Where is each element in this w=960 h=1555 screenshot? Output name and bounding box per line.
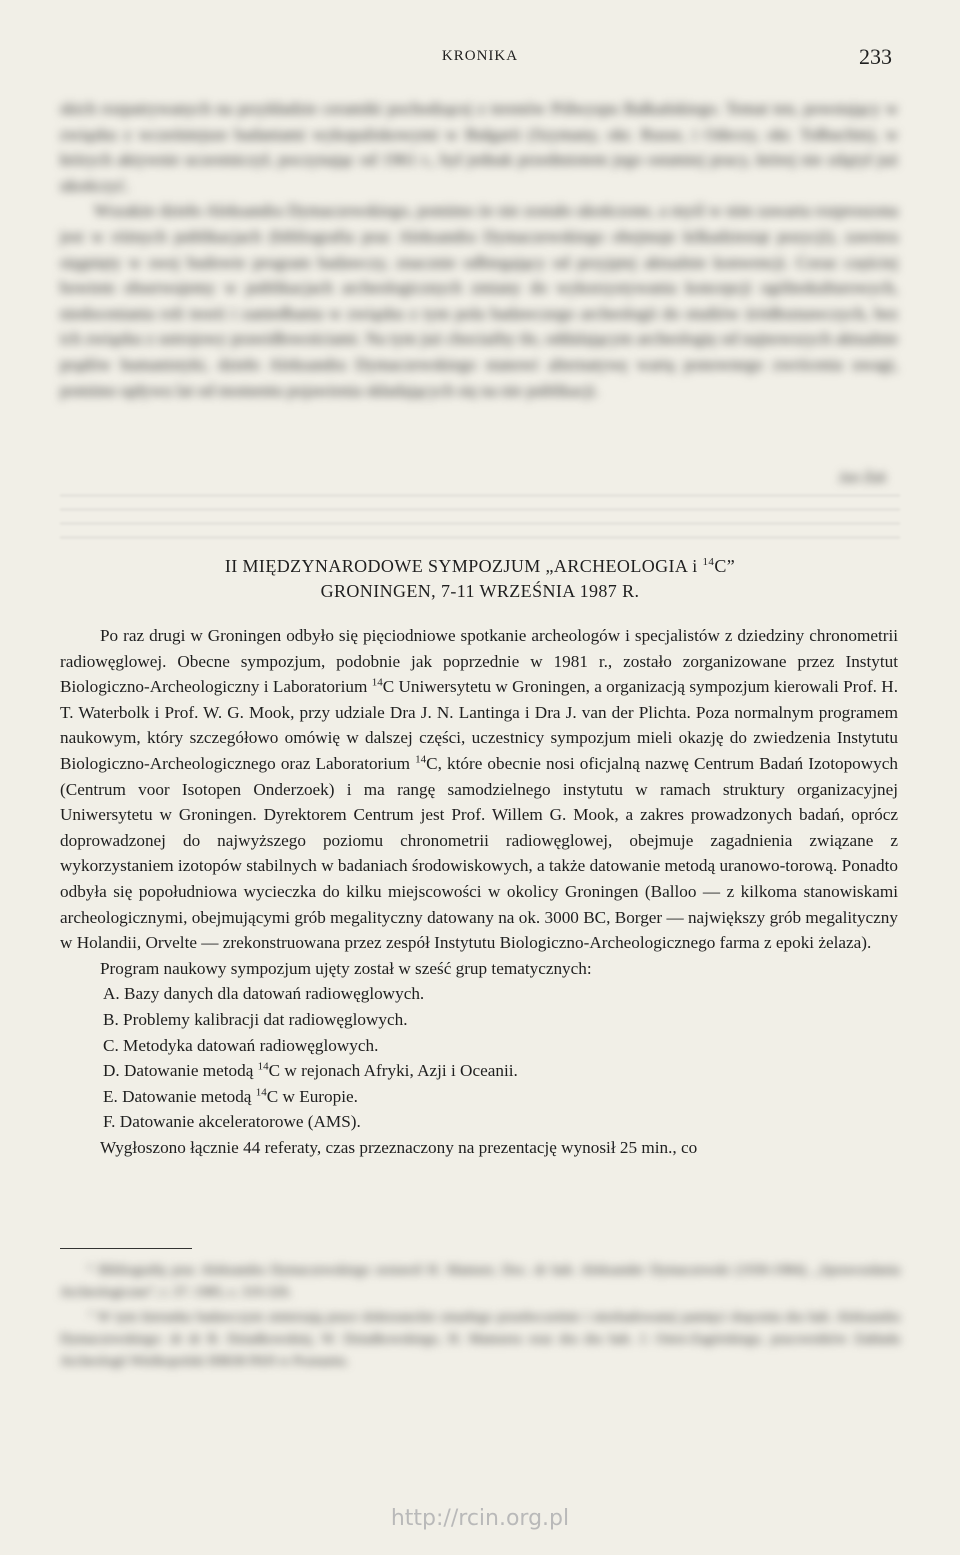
bleed-through-lines xyxy=(60,482,900,542)
list-item: F. Datowanie akceleratorowe (AMS). xyxy=(103,1112,361,1132)
blurred-previous-article xyxy=(60,96,898,403)
heading-line-2: GRONINGEN, 7-11 WRZEŚNIA 1987 R. xyxy=(320,581,640,601)
topic-list xyxy=(60,981,898,1135)
footnote: ⁷ W tym kierunku badawczym zmierzają prace doktoranckie zmarłego przedwcześnie i niezbadowanej pamięci doęcenta dra hab. Aleksandra Dymaczewskiego: dr dr B. Dziadkowskiej, W. Dziadkowskiego, H. Mamzera oraz dra dra hab. J. Ostoi-Zagórskiego, pracowników Zakładu Archeologii Wielkopolski IHKM PAN w Poznaniu. xyxy=(60,1310,900,1369)
blurred-paragraph: skich rozpatrywanych na przykładzie ceramiki pochodzącej z terenów Półwyspu Bałkańskiego. Temat ten, powstający w związku z wcześniejsze badaniami wykopaliskowymi w Bułgarii (Szymany, okr. Russe, i Odecey, okr. Tołbuchin), w których aktywnie uczestniczył, poczynając od 1961 r., był jednak przedmiotem jego ostatniej pracy, której nie zdążył już ukończyć. xyxy=(60,99,898,195)
list-item: A. Bazy danych dla datowań radiowęglowych. xyxy=(103,984,425,1004)
heading-line-1: II MIĘDZYNARODOWE SYMPOZJUM „ARCHEOLOGIA i $^{14}$C” xyxy=(224,556,736,576)
running-title: KRONIKA xyxy=(441,48,519,64)
paragraph-program: Program naukowy sympozjum ujęty został w sześć grup tematycznych: xyxy=(100,958,592,978)
source-watermark: http://rcin.org.pl xyxy=(390,1506,570,1531)
footnote-divider xyxy=(60,1248,192,1249)
article-body xyxy=(60,623,898,1160)
blurred-signature: Jan Żak xyxy=(838,470,886,486)
article-heading xyxy=(60,550,900,604)
list-item: D. Datowanie metodą $^{14}$C w rejonach Afryki, Azji i Oceanii. xyxy=(103,1060,518,1081)
paragraph-summary: Wygłoszono łącznie 44 referaty, czas przeznaczony na prezentację wynosił 25 min., co xyxy=(100,1137,698,1157)
footnotes xyxy=(60,1260,900,1376)
running-head xyxy=(60,44,900,74)
footnote: ⁶ Bibliografię prac Aleksandra Dymaczewskiego zestawił H. Mamzer, Doc. dr hab. Aleksander Dymaczewski (1930-1984), „Sprawozdania Archeologiczne”, t. 37: 1985, s. 319-326. xyxy=(60,1263,900,1300)
list-item: C. Metodyka datowań radiowęglowych. xyxy=(103,1035,379,1055)
blurred-paragraph: Wszakże dzieło Aleksandra Dymaczewskiego, pomimo że nie zostało ukończone, a myśl w nim zawarta rozproszona jest w różnych publikacjach (bibliografia prac Aleksandra Dymaczewskiego obejmuje kilkadziesiąt pozycji), zawiera sięgnięty w swej budowie program badawczy, znacznie odbiegający od przyjętej aktualnie konwencji. Coraz częściej bowiem obserwujemy w publikacjach archeologicznych zmiany do wykorzystywania koncepcji ogólnokulturowych, niedoceniania roli teorii i zaniedbania w związku z tym pola badawczego archeologii do studiów źródłoznawczych, bez ich związku z ustrojowy prawidłowościami. Na tym już chociażby tle, oddalającym archeologię od najnowszych aktualnie prądów humanistyki, dzieło Aleksandra Dymaczewskiego stanowi alternatywę wartą ponownego zwrócenia uwagi, pomimo upływu lat od momentu pojawienia składających się na nie publikacji. xyxy=(60,201,898,400)
list-item: B. Problemy kalibracji dat radiowęglowych. xyxy=(103,1009,408,1029)
list-item: E. Datowanie metodą $^{14}$C w Europie. xyxy=(103,1085,358,1106)
paragraph-intro: Po raz drugi w Groningen odbyło się pięciodniowe spotkanie archeologów i specjalistów z dziedziny chronometrii radiowęglowej. Obecne sympozjum, podobnie jak poprzednie w 1981 r., zostało zorganizowane przez Instytut Biologiczno-Archeologiczny i Laboratorium $^{14}$C Uniwersytetu w Groningen, a organizacją sympozjum kierowali Prof. H. T. Waterbolk i Prof. W. G. Mook, przy udziale Dra J. N. Lantinga i Dra J. van der Plichta. Poza normalnym programem naukowym, który szczegółowo omówię w dalszej części, uczestnicy sympozjum mieli okazję do zwiedzenia Instytutu Biologiczno-Archeologicznego oraz Laboratorium $^{14}$C, które obecnie nosi oficjalną nazwę Centrum Badań Izotopowych (Centrum voor Isotopen Onderzoek) i ma rangę samodzielnego instytutu w ramach struktury organizacyjnej Uniwersytetu w Groningen. Dyrektorem Centrum jest Prof. Willem G. Mook, a zakres prowadzonych badań, oprócz doprowadzonej do najwyższego poziomu chronometrii radiowęglowej, obejmuje zagadnienia związane z wykorzystaniem izotopów stabilnych w badaniach środowiskowych, a także datowanie metodą uranowo-torową. Ponadto odbyła się popołudniowa wycieczka do kilku miejscowości w okolicy Groningen (Balloo — z kilkoma stanowiskami archeologicznymi, obejmującymi grób megalityczny datowany na ok. 3000 BC, Borger — największy grób megalityczny w Holandii, Orvelte — zrekonstruowana przez zespół Instytutu Biologiczno-Archeologicznego farma z epoki żelaza). xyxy=(60,626,898,953)
page-number: 233 xyxy=(859,44,892,69)
